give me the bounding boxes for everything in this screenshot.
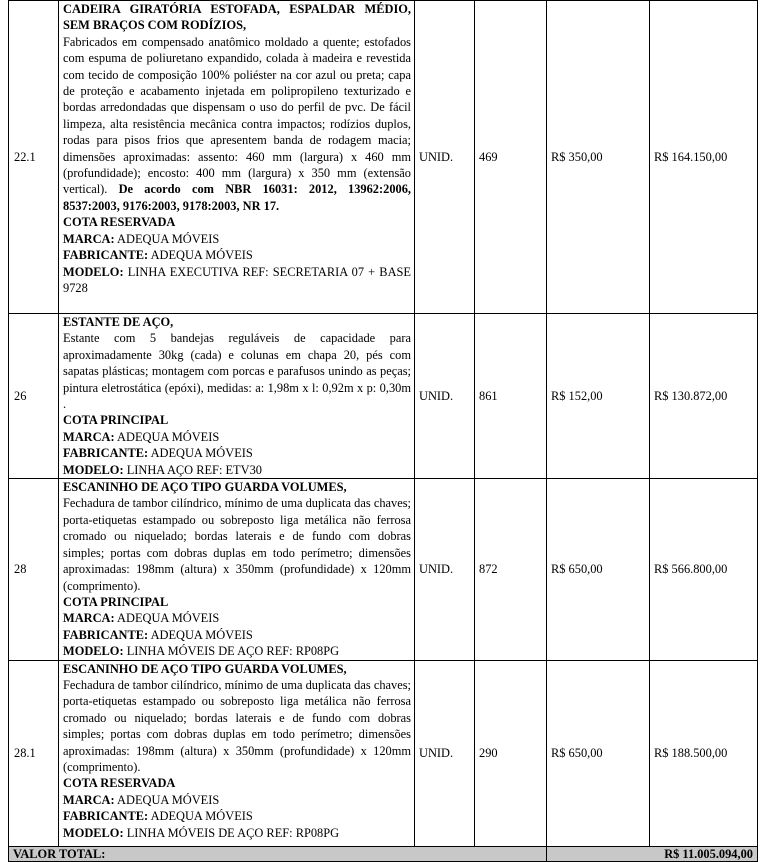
item-title: ESCANINHO DE AÇO TIPO GUARDA VOLUMES, <box>63 661 347 676</box>
item-unit-price: R$ 650,00 <box>547 660 650 846</box>
table-row <box>9 660 758 846</box>
item-unit-price: R$ 152,00 <box>547 314 650 479</box>
table-row <box>9 1 758 314</box>
item-description-cell <box>59 479 415 660</box>
item-title: CADEIRA GIRATÓRIA ESTOFADA, ESPALDAR MÉDIO, SEM BRAÇOS COM RODÍZIOS, <box>63 2 411 33</box>
fabricante-value: ADEQUA MÓVEIS <box>150 446 253 461</box>
item-description-cell <box>59 1 415 314</box>
marca-value: ADEQUA MÓVEIS <box>117 792 220 807</box>
modelo-value: LINHA MÓVEIS DE AÇO REF: RP08PG <box>126 644 340 659</box>
item-number: 28 <box>9 479 59 660</box>
item-total: R$ 130.872,00 <box>650 314 758 479</box>
item-quantity: 861 <box>475 314 547 479</box>
fabricante-label: FABRICANTE: <box>63 248 149 263</box>
marca-label: MARCA: <box>63 792 115 807</box>
marca-label: MARCA: <box>63 231 115 246</box>
marca-value: ADEQUA MÓVEIS <box>117 429 220 444</box>
item-cota: COTA RESERVADA <box>63 215 176 230</box>
item-quantity: 290 <box>475 660 547 846</box>
modelo-value: LINHA AÇO REF: ETV30 <box>126 462 262 477</box>
item-total: R$ 566.800,00 <box>650 479 758 660</box>
item-number: 22.1 <box>9 1 59 314</box>
item-unit: UNID. <box>415 1 475 314</box>
total-label: VALOR TOTAL: <box>9 846 547 861</box>
modelo-label: MODELO: <box>63 264 124 279</box>
item-total: R$ 188.500,00 <box>650 660 758 846</box>
item-number: 28.1 <box>9 660 59 846</box>
modelo-label: MODELO: <box>63 825 124 840</box>
item-quantity: 469 <box>475 1 547 314</box>
table-row <box>9 479 758 660</box>
fabricante-value: ADEQUA MÓVEIS <box>150 248 253 263</box>
modelo-value: LINHA MÓVEIS DE AÇO REF: RP08PG <box>126 825 340 840</box>
table-row <box>9 314 758 479</box>
items-table <box>8 0 758 862</box>
modelo-value: LINHA EXECUTIVA REF: SECRETARIA 07 + BASE 9728 <box>63 264 411 295</box>
fabricante-label: FABRICANTE: <box>63 446 149 461</box>
item-number: 26 <box>9 314 59 479</box>
marca-label: MARCA: <box>63 611 115 626</box>
item-description: Fechadura de tambor cilíndrico, mínimo de uma duplicata das chaves; porta-etiquetas estampado ou sobreposto liga metálica não ferrosa cromado ou niquelado; bordas laterais e de fundo com dobras simples; portas com dobras duplas em todo perímetro; dimensões aproximadas: 198mm (altura) x 350mm (profundidade) x 120mm (comprimento). <box>63 677 411 774</box>
item-quantity: 872 <box>475 479 547 660</box>
item-norms: De acordo com NBR 16031: 2012, 13962:2006, 8537:2003, 9176:2003, 9178:2003, NR 17. <box>63 182 411 213</box>
item-unit: UNID. <box>415 314 475 479</box>
fabricante-label: FABRICANTE: <box>63 627 149 642</box>
item-description: Estante com 5 bandejas reguláveis de capacidade para aproximadamente 30kg (cada) e colunas em chapa 20, pés com sapatas plásticas; montagem com porcas e parafusos unindo as peças; pintura eletrostática (epóxi), medidas: a: 1,98m x l: 0,92m x p: 0,30m . <box>63 331 411 412</box>
item-description-cell <box>59 314 415 479</box>
item-description: Fabricados em compensado anatômico moldado a quente; estofados com espuma de poliuretano expandido, colada à madeira e revestida com tecido de composição 100% poliéster na cor azul ou preta; capa de proteção e acabamento injetada em polipropileno texturizado e bordas arredondadas que dispensam o uso do perfil de pvc. De fácil limpeza, alta resistência mecânica contra impactos; rodízios duplos, rodas para pisos frios que apresentem banda de rodagem macia; dimensões aproximadas: assento: 460 mm (largura) x 460 mm (profundidade); encosto: 400 mm (largura) x 350 mm (extensão vertical). <box>63 34 411 197</box>
modelo-label: MODELO: <box>63 644 124 659</box>
item-cota: COTA PRINCIPAL <box>63 413 169 428</box>
item-unit: UNID. <box>415 660 475 846</box>
item-cota: COTA RESERVADA <box>63 776 176 791</box>
fabricante-value: ADEQUA MÓVEIS <box>150 627 253 642</box>
item-cota: COTA PRINCIPAL <box>63 594 169 609</box>
marca-value: ADEQUA MÓVEIS <box>117 611 220 626</box>
item-description: Fechadura de tambor cilíndrico, mínimo de uma duplicata das chaves; porta-etiquetas estampado ou sobreposto liga metálica não ferrosa cromado ou niquelado; bordas laterais e de fundo com dobras simples; portas com dobras duplas em todo perímetro; dimensões aproximadas: 198mm (altura) x 350mm (profundidade) x 120mm (comprimento). <box>63 496 411 593</box>
marca-value: ADEQUA MÓVEIS <box>117 231 220 246</box>
item-description-cell <box>59 660 415 846</box>
item-title: ESTANTE DE AÇO, <box>63 315 174 329</box>
item-title: ESCANINHO DE AÇO TIPO GUARDA VOLUMES, <box>63 480 347 495</box>
total-value: R$ 11.005.094,00 <box>547 846 758 861</box>
item-total: R$ 164.150,00 <box>650 1 758 314</box>
item-unit-price: R$ 650,00 <box>547 479 650 660</box>
modelo-label: MODELO: <box>63 462 124 477</box>
marca-label: MARCA: <box>63 429 115 444</box>
fabricante-label: FABRICANTE: <box>63 809 149 824</box>
item-unit: UNID. <box>415 479 475 660</box>
fabricante-value: ADEQUA MÓVEIS <box>150 809 253 824</box>
item-unit-price: R$ 350,00 <box>547 1 650 314</box>
